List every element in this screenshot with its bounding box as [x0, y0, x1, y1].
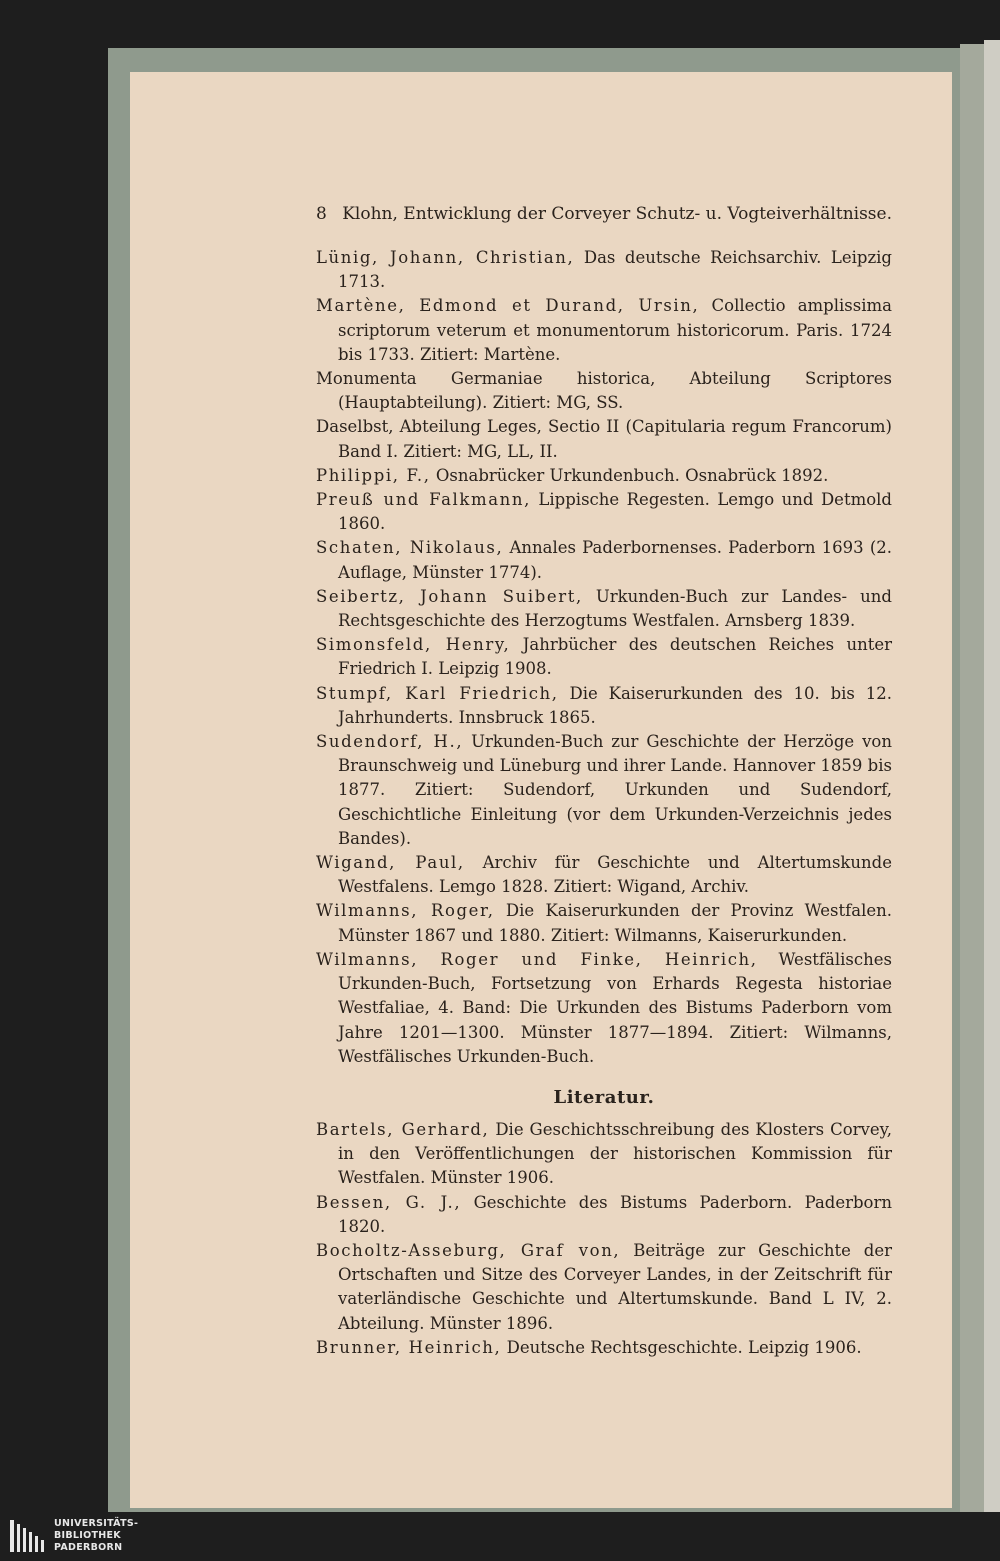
bibliography-entry	[316, 464, 892, 488]
entry-text: Die Kaiserurkunden des 10. bis 12. Jahrhunderts. Innsbruck 1865.	[338, 683, 892, 727]
bibliography-entry	[316, 633, 892, 681]
bibliography-entry	[316, 899, 892, 947]
library-logo-icon	[8, 1516, 48, 1556]
entry-text: Daselbst, Abteilung Leges, Sectio II (Capitularia regum Francorum) Band I. Zitiert: MG, LL, II.	[316, 417, 892, 461]
entry-text: Urkunden-Buch zur Geschichte der Herzöge von Braunschweig und Lüneburg und ihrer Lande. Hannover 1859 bis 1877. Zitiert: Sudendorf, Urkunden und Sudendorf, Geschichtliche Einleitung (vor dem Urkunden-Verzeichnis jedes Bandes).	[338, 732, 892, 848]
entry-author: Bocholtz-Asseburg, Graf von,	[316, 1240, 621, 1260]
entry-text: Osnabrücker Urkundenbuch. Osnabrück 1892.	[430, 465, 829, 485]
entry-author: Brunner, Heinrich,	[316, 1337, 502, 1357]
bibliography-entry	[316, 1118, 892, 1191]
bibliography-entry	[316, 415, 892, 463]
entry-author: Sudendorf, H.,	[316, 732, 464, 752]
running-header	[316, 204, 892, 224]
bibliography-entry	[316, 730, 892, 851]
entry-text: Lippische Regesten. Lemgo und Detmold 1860.	[338, 490, 892, 534]
bibliography-entry	[316, 585, 892, 633]
bibliography-entry	[316, 536, 892, 584]
entry-author: Bessen, G. J.,	[316, 1192, 462, 1212]
logo-line-2: BIBLIOTHEK	[54, 1530, 121, 1541]
entry-text: Deutsche Rechtsgeschichte. Leipzig 1906.	[501, 1337, 862, 1357]
entry-author: Schaten, Nikolaus,	[316, 538, 504, 558]
entry-text: Geschichte des Bistums Paderborn. Paderborn 1820.	[338, 1192, 893, 1236]
entry-author: Bartels, Gerhard,	[316, 1119, 490, 1139]
book-spine-edge	[960, 44, 984, 1532]
entry-text: Urkunden-Buch zur Landes- und Rechtsgeschichte des Herzogtums Westfalen. Arnsberg 1839.	[338, 586, 892, 631]
bibliography-entry	[316, 367, 892, 415]
bibliography-entry	[316, 1239, 892, 1336]
entry-text: Das deutsche Reichsarchiv. Leipzig 1713.	[338, 248, 892, 292]
entry-author: Preuß und Falkmann,	[316, 490, 531, 510]
entry-author: Wilmanns, Roger und Finke, Heinrich,	[316, 949, 758, 969]
entry-text: Die Kaiserurkunden der Provinz Westfalen. Münster 1867 und 1880. Zitiert: Wilmanns, Kaiserurkunden.	[338, 901, 892, 945]
library-logo-text	[54, 1518, 138, 1554]
entry-author: Stumpf, Karl Friedrich,	[316, 683, 559, 703]
literature-list	[316, 1118, 892, 1360]
sources-list	[316, 246, 892, 1069]
entry-text: Monumenta Germaniae historica, Abteilung Scriptores (Hauptabteilung). Zitiert: MG, SS.	[316, 369, 892, 413]
entry-author: Wigand, Paul,	[316, 853, 465, 873]
page-number: 8	[316, 204, 327, 224]
entry-author: Lünig, Johann, Christian,	[316, 248, 575, 267]
entry-text: Archiv für Geschichte und Altertumskunde Westfalens. Lemgo 1828. Zitiert: Wigand, Archiv.	[338, 853, 892, 897]
entry-text: Die Geschichtsschreibung des Klosters Corvey, in den Veröffentlichungen der historischen Kommission für Westfalen. Münster 1906.	[338, 1119, 892, 1188]
logo-line-1: UNIVERSITÄTS-	[54, 1518, 139, 1529]
bibliography-entry	[316, 246, 892, 294]
entry-text: Westfälisches Urkunden-Buch, Fortsetzung von Erhards Regesta historiae Westfaliae, 4. Band: Die Urkunden des Bistums Paderborn vom Jahre 1201—1300. Münster 1877—1894. Zitiert: Wilmanns, Westfälisches Urkunden-Buch.	[338, 949, 892, 1066]
scan-background-strip	[984, 40, 1000, 1540]
entry-text: Jahrbücher des deutschen Reiches unter Friedrich I. Leipzig 1908.	[338, 635, 892, 679]
entry-author: Simonsfeld, Henry,	[316, 635, 511, 655]
bibliography-entry	[316, 1191, 892, 1239]
library-logo-bar	[0, 1512, 1000, 1561]
bibliography-entry	[316, 851, 892, 899]
entry-author: Wilmanns, Roger,	[316, 901, 495, 921]
entry-author: Martène, Edmond et Durand, Ursin,	[316, 296, 700, 316]
literature-heading: Literatur.	[553, 1086, 655, 1108]
entry-text: Annales Paderbornenses. Paderborn 1693 (2. Auflage, Münster 1774).	[338, 538, 893, 582]
bibliography-entry	[316, 1336, 892, 1360]
bibliography-entry	[316, 682, 892, 730]
bibliography-entry	[316, 488, 892, 536]
running-title: Klohn, Entwicklung der Corveyer Schutz- u. Vogteiverhältnisse.	[342, 204, 892, 224]
bibliography-content	[316, 246, 892, 1360]
logo-line-3: PADERBORN	[54, 1542, 123, 1553]
entry-text: Collectio amplissima scriptorum veterum et monumentorum historicorum. Paris. 1724 bis 1733. Zitiert: Martène.	[338, 296, 892, 364]
entry-author: Philippi, F.,	[316, 465, 431, 485]
bibliography-entry	[316, 294, 892, 367]
bibliography-entry	[316, 948, 892, 1069]
entry-text: Beiträge zur Geschichte der Ortschaften und Sitze des Corveyer Landes, in der Zeitschrift für vaterländische Geschichte und Altertumskunde. Band L IV, 2. Abteilung. Münster 1896.	[338, 1240, 893, 1333]
entry-author: Seibertz, Johann Suibert,	[316, 586, 583, 606]
